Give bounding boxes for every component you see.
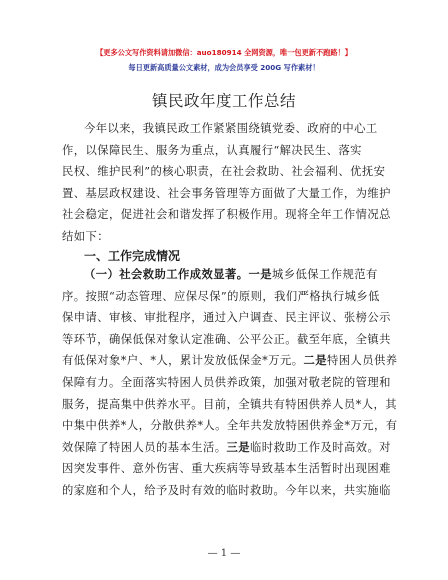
intro-line: 结如下： xyxy=(62,229,109,243)
body-line: 中集中供养*人，分散供养*人。全年共发放特困供养金*万元，有 xyxy=(62,419,398,433)
section-heading: 一、工作完成情况 xyxy=(84,249,181,263)
body-line xyxy=(62,350,398,372)
intro-line: 置、基层政权建设、社会事务管理等方面做了大量工作，为维护 xyxy=(62,186,391,200)
body-line: 保申请、审核、审批程序，通过入户调查、民主评议、张榜公示 xyxy=(62,311,391,325)
body-text: 临时救助工作及时高效。对 xyxy=(249,440,391,454)
subsection-heading: （一）社会救助工作成效显著。 xyxy=(84,268,249,281)
point-label: 二是 xyxy=(303,354,327,368)
intro-paragraph xyxy=(62,118,392,248)
promo-banner-line-2: 每日更新高质量公文素材，成为会员享受 200G 写作素材！ xyxy=(128,63,320,72)
intro-line: 今年以来，我镇民政工作紧紧围绕镇党委、政府的中心工 xyxy=(84,122,378,135)
body-text: 城乡低保工作规范有 xyxy=(271,268,378,281)
section-body xyxy=(62,264,398,502)
body-line: 的家庭和个人，给予及时有效的临时救助。今年以来，共实施临 xyxy=(62,483,391,497)
body-line xyxy=(62,264,392,286)
point-label: 三是 xyxy=(226,440,250,454)
intro-line: 民权、维护民利”的核心职责，在社会救助、社会福利、优抚安 xyxy=(62,165,386,179)
body-line xyxy=(62,437,392,459)
intro-line: 社会稳定，促进社会和谐发挥了积极作用。现将全年工作情况总 xyxy=(62,208,391,222)
body-text: 有低保对象*户、*人，累计发放低保金*万元。 xyxy=(62,354,304,368)
body-text: 效保障了特困人员的基本生活。 xyxy=(62,440,227,454)
body-line: 服务，提高集中供养水平。目前，全镇共有特困供养人员*人，其 xyxy=(62,397,398,411)
intro-line: 作，以保障民生、服务为重点，认真履行“解决民生、落实 xyxy=(62,143,362,157)
document-title: 镇民政年度工作总结 xyxy=(151,92,296,110)
body-line: 因突发事件、意外伤害、重大疾病等导致基本生活暂时出现困难 xyxy=(62,462,391,476)
body-line: 保障有力。全面落实特困人员供养政策，加强对敬老院的管理和 xyxy=(62,375,391,389)
page-number: — 1 — xyxy=(207,548,241,559)
point-label: 一是 xyxy=(248,268,272,281)
body-text: 特困人员供养 xyxy=(327,354,398,368)
promo-banner-line-1: 【更多公文写作资料请加微信：auo180914 全网资源，唯一包更新不跑路！】 xyxy=(96,48,352,57)
body-line: 等环节，确保低保对象认定准确、公平公正。截至年底，全镇共 xyxy=(62,332,391,346)
body-line: 序。按照“动态管理、应保尽保”的原则，我们严格执行城乡低 xyxy=(62,289,380,303)
